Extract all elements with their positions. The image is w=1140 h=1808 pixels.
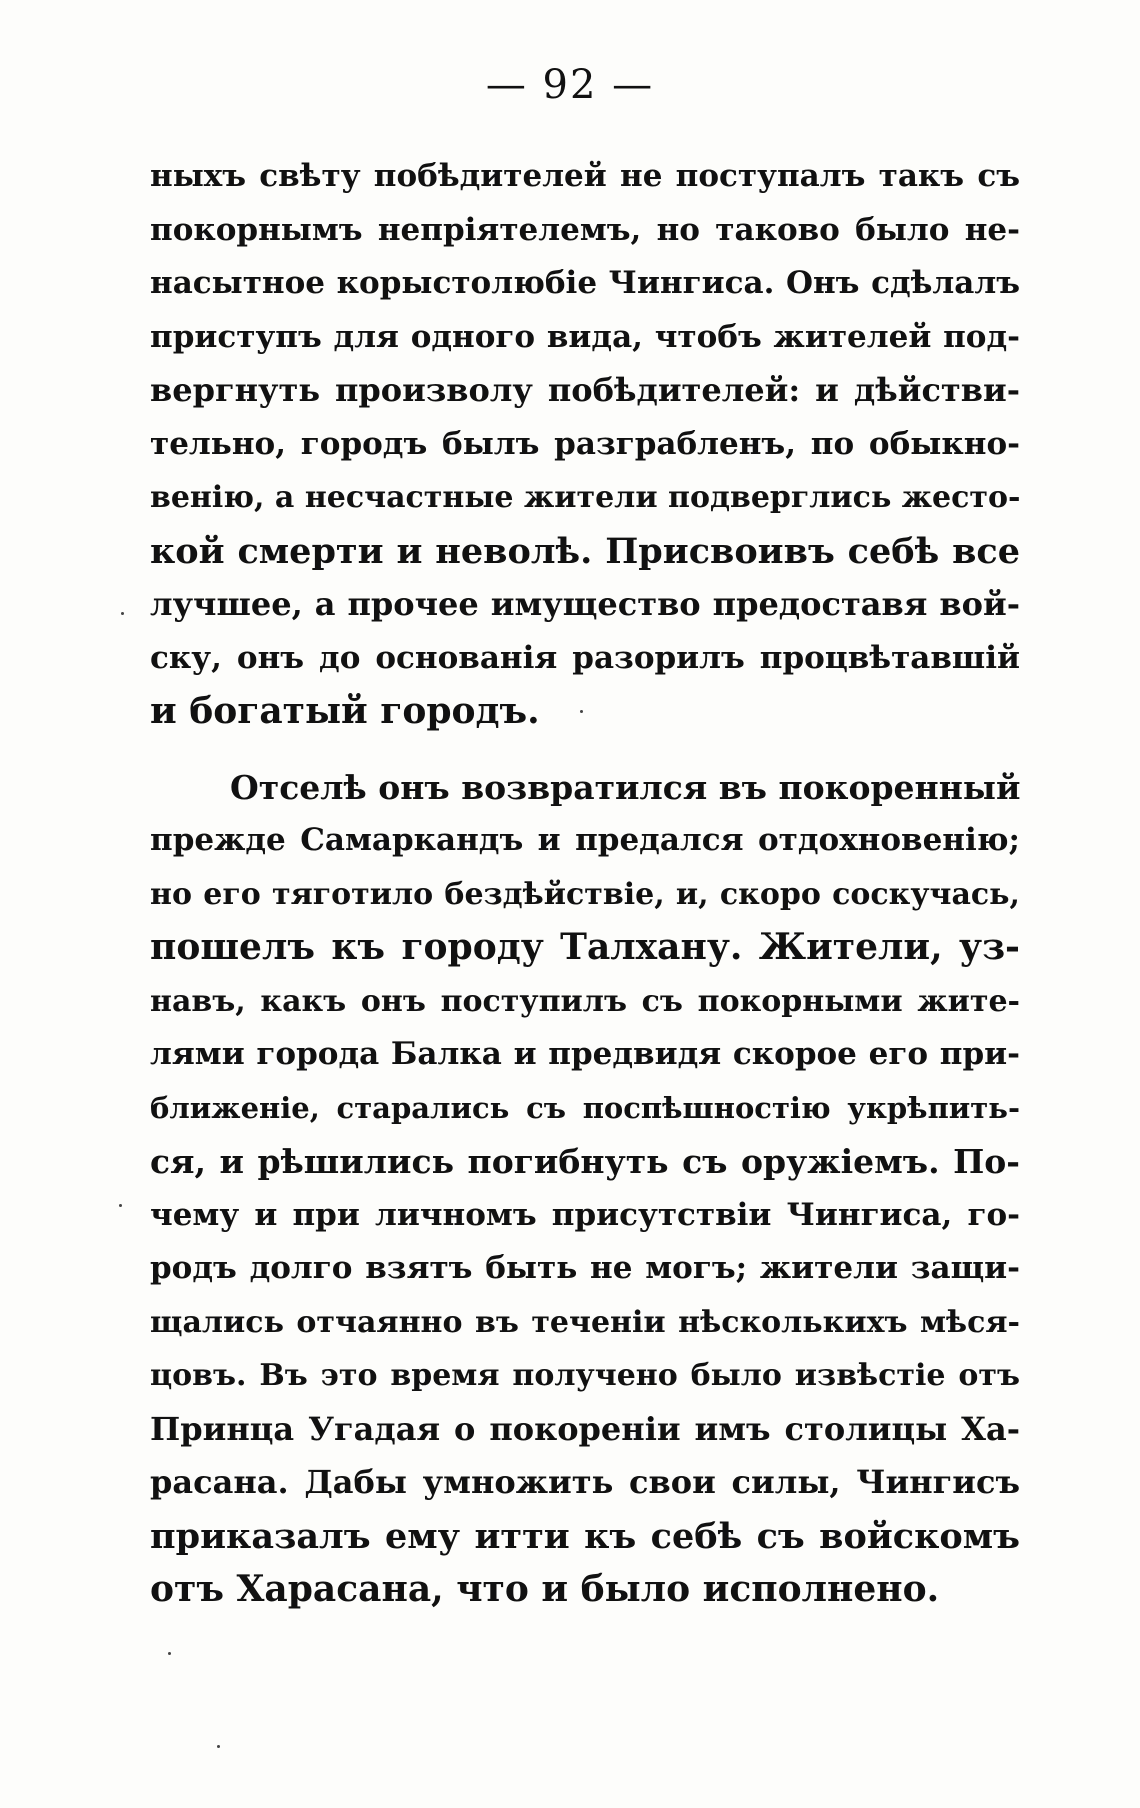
- scan-speck: [217, 1745, 220, 1748]
- text-line: щались отчаянно въ теченіи нѣсколькихъ мѣся-: [150, 1304, 1020, 1340]
- text-line: ныхъ свѣту побѣдителей не поступалъ такъ съ: [150, 158, 1020, 194]
- text-line: Отселѣ онъ возвратился въ покоренный: [230, 767, 1020, 807]
- scan-speck: [168, 1652, 171, 1655]
- text-line: цовъ. Въ это время получено было извѣстіе отъ: [150, 1358, 1020, 1393]
- page-number: — 92 —: [485, 62, 655, 108]
- scan-speck: [580, 710, 583, 713]
- text-line: венію, а несчастные жители подверглись жесто-: [150, 480, 1020, 515]
- text-line: чему и при личномъ присутствіи Чингиса, го-: [150, 1196, 1020, 1233]
- text-line: отъ Харасана, что и было исполнено.: [150, 1568, 940, 1610]
- text-line: но его тяготило бездѣйствіе, и, скоро соскучась,: [150, 876, 1020, 912]
- text-line: вергнуть произволу побѣдителей: и дѣйстви-: [150, 371, 1020, 409]
- scan-speck: [119, 1204, 122, 1207]
- text-line: родъ долго взятъ быть не могъ; жители защи-: [150, 1250, 1020, 1286]
- text-line: ся, и рѣшились погибнуть съ оружіемъ. По-: [150, 1142, 1020, 1181]
- text-line: приступъ для одного вида, чтобъ жителей под-: [150, 318, 1020, 355]
- text-line: ближеніе, старались съ поспѣшностію укрѣпить-: [150, 1090, 1020, 1125]
- text-line: ску, онъ до основанія разорилъ процвѣтавшій: [150, 639, 1020, 676]
- text-line: Принца Угадая о покореніи имъ столицы Ха-: [150, 1409, 1020, 1448]
- text-line: покорнымъ непріятелемъ, но таково было не-: [150, 211, 1020, 248]
- text-line: и богатый городъ.: [150, 690, 540, 732]
- text-line: расана. Дабы умножить свои силы, Чингисъ: [150, 1463, 1020, 1501]
- text-line: насытное корыстолюбіе Чингиса. Онъ сдѣлалъ: [150, 265, 1020, 301]
- text-block: [150, 150, 1020, 1617]
- text-line: лучшее, а прочее имущество предоставя вой-: [150, 585, 1020, 623]
- scan-speck: [121, 612, 124, 615]
- text-line: пошелъ къ городу Талхану. Жители, уз-: [150, 926, 1020, 968]
- paragraph-2: [150, 761, 1020, 1617]
- text-line: приказалъ ему итти къ себѣ съ войскомъ: [150, 1515, 1020, 1557]
- paragraph-1: [150, 150, 1020, 739]
- text-line: кой смерти и неволѣ. Присвоивъ себѣ все: [150, 530, 1020, 572]
- paragraph-gap: [150, 739, 1020, 761]
- text-line: тельно, городъ былъ разграбленъ, по обыкно-: [150, 425, 1020, 462]
- text-line: навъ, какъ онъ поступилъ съ покорными жите-: [150, 983, 1020, 1019]
- text-line: лями города Балка и предвидя скорое его при-: [150, 1036, 1020, 1072]
- text-line: прежде Самаркандъ и предался отдохновенію;: [150, 822, 1020, 858]
